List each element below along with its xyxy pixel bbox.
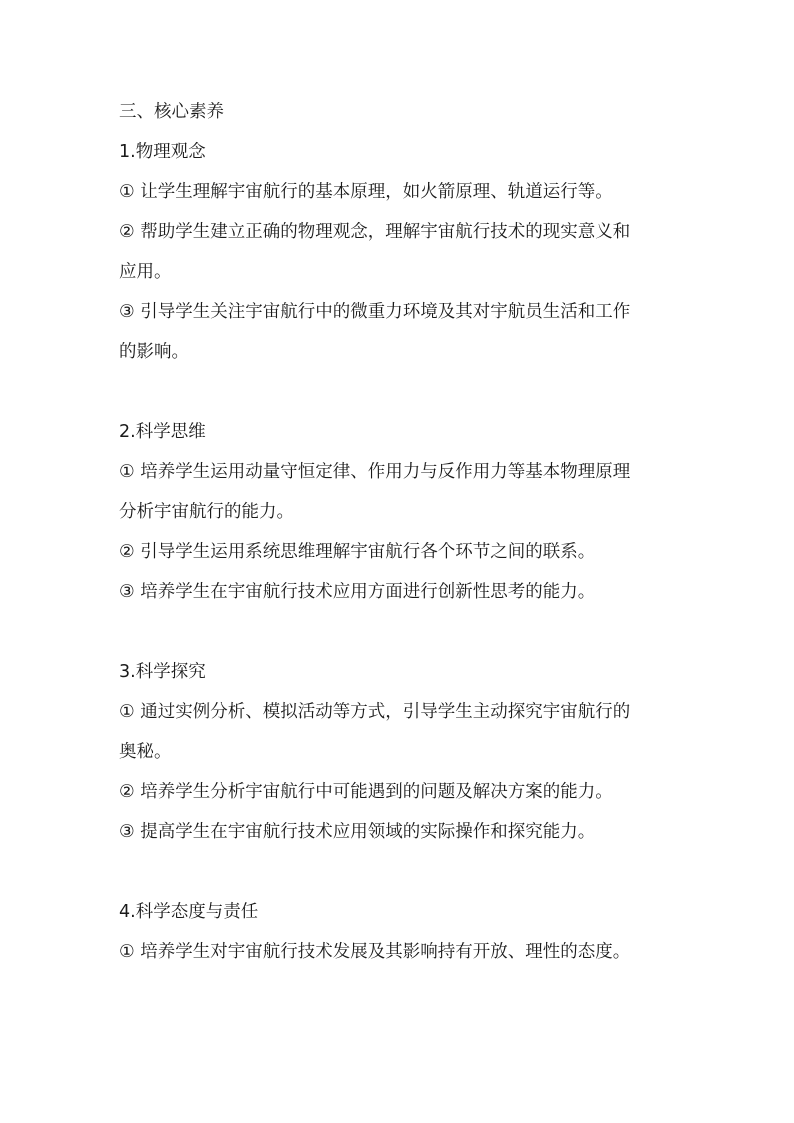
paragraph-line: 应用。 [119,262,172,282]
paragraph-line: ① 让学生理解宇宙航行的基本原理，如火箭原理、轨道运行等。 [119,182,613,202]
document-body [119,101,679,964]
paragraph-line: ③ 引导学生关注宇宙航行中的微重力环境及其对宇航员生活和工作 [119,302,631,322]
paragraph-line: ③ 培养学生在宇宙航行技术应用方面进行创新性思考的能力。 [119,582,596,602]
subsection-title-3: 3.科学探究 [119,662,206,682]
paragraph-line: 的影响。 [119,342,189,362]
subsection-title-4: 4.科学态度与责任 [119,902,259,922]
paragraph-line: 奥秘。 [119,742,172,762]
section-heading: 三、核心素养 [119,102,224,122]
paragraph-line: ① 培养学生对宇宙航行技术发展及其影响持有开放、理性的态度。 [119,942,631,962]
paragraph-line: ② 引导学生运用系统思维理解宇宙航行各个环节之间的联系。 [119,542,596,562]
subsection-title-1: 1.物理观念 [119,142,206,162]
paragraph-line: ② 帮助学生建立正确的物理观念，理解宇宙航行技术的现实意义和 [119,222,631,242]
subsection-title-2: 2.科学思维 [119,422,206,442]
paragraph-line: 分析宇宙航行的能力。 [119,502,294,522]
paragraph-line: ③ 提高学生在宇宙航行技术应用领域的实际操作和探究能力。 [119,822,596,842]
paragraph-line: ① 培养学生运用动量守恒定律、作用力与反作用力等基本物理原理 [119,462,631,482]
paragraph-line: ① 通过实例分析、模拟活动等方式，引导学生主动探究宇宙航行的 [119,702,631,722]
paragraph-line: ② 培养学生分析宇宙航行中可能遇到的问题及解决方案的能力。 [119,782,613,802]
